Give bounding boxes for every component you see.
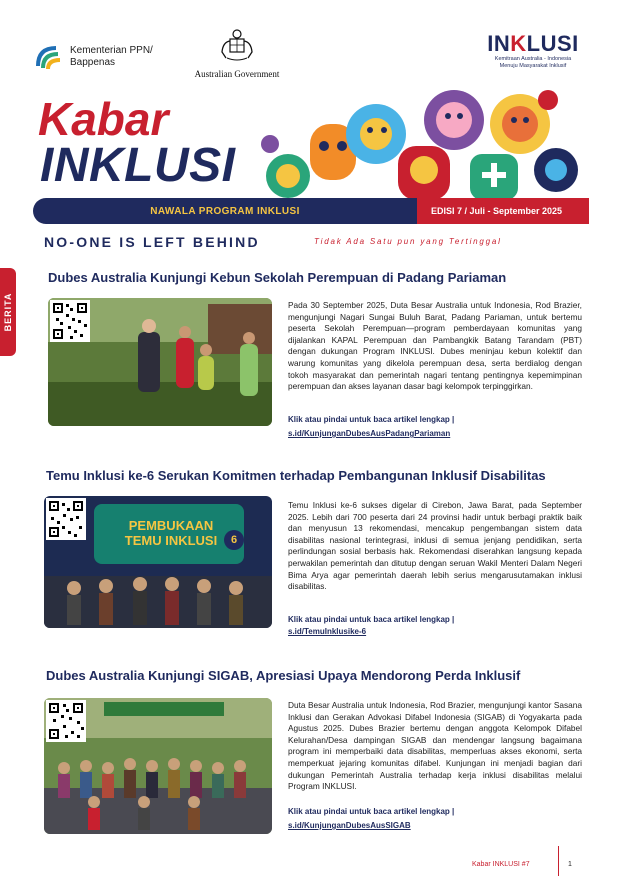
newsletter-subtitle: NAWALA PROGRAM INKLUSI	[33, 198, 417, 224]
inklusi-tagline-2: Menuju Masyarakat Inklusif	[499, 63, 567, 69]
motto-translation: Tidak Ada Satu pun yang Tertinggal	[314, 237, 502, 246]
event-banner-line1: PEMBUKAAN	[128, 518, 214, 533]
australian-government-logo	[190, 28, 284, 80]
article-3-body: Duta Besar Australia untuk Indonesia, Rod Brazier, mengunjungi kantor Sasana Inklusi dan Gerakan Advokasi Difabel Indonesia (SIGAB) di Yogyakarta pada Agustus 2025. Dubes Brazier bertemu dengan anggota Kelompok Difabel Kelurahan/Desa dampingan SIGAB dan mendengar langsung bagaimana program ini memperbaiki data disabilitas, memperluas akses ekonomi, serta memperkuat jejaring komunitas difabel. Kunjungan ini menjadi bagian dari dukungan Pemerintah Australia terhadap kerja inklusi disabilitas melalui Program INKLUSI.	[288, 700, 582, 792]
inklusi-logo-k: K	[510, 31, 527, 56]
article-3-qr-code[interactable]	[46, 700, 86, 742]
inklusi-logo	[484, 32, 582, 76]
article-2-link[interactable]: s.id/TemuInklusike-6	[288, 627, 367, 636]
article-2-photo	[44, 496, 272, 628]
article-1-body: Pada 30 September 2025, Duta Besar Australia untuk Indonesia, Rod Brazier, mengunjungi Nagari Sungai Buluh Barat, Padang Pariaman, untuk bertemu peserta Sekolah Perempuan—program pemberdayaan komunitas yang dijalankan KAPAL Perempuan dan Pambangkik Batang Tarandam (PBT) dengan dukungan Program INKLUSI. Dubes meninjau kebun kolektif dan warung komunitas yang dikelola perempuan desa, serta berdialog dengan tokoh masyarakat dan pemerintah nagari tentang pentingnya kepemimpinan perempuan dan akses layanan dasar bagi kelompok terpinggirkan.	[288, 300, 582, 392]
bappenas-line1: Kementerian PPN/	[70, 45, 153, 56]
article-1-link[interactable]: s.id/KunjunganDubesAusPadangPariaman	[288, 429, 451, 438]
article-2-qr-code[interactable]	[46, 498, 86, 540]
australian-government-text: Australian Government	[194, 69, 280, 79]
inklusi-logo-in: IN	[487, 31, 511, 56]
footer-issue-label: Kabar INKLUSI #7	[472, 861, 530, 868]
article-3-link-label: Klik atau pindai untuk baca artikel lengkap |	[288, 807, 455, 816]
event-banner-number: 6	[230, 534, 238, 546]
edition-label: EDISI 7 / Juli - September 2025	[417, 198, 589, 224]
qr-code-icon	[50, 300, 90, 342]
qr-code-icon	[46, 498, 86, 540]
article-2-link-row	[288, 614, 508, 638]
bappenas-line2: Bappenas	[70, 57, 116, 68]
masthead-inklusi: INKLUSI	[40, 139, 236, 192]
inklusi-logo-lusi: LUSI	[526, 31, 579, 56]
section-tab-label: BERITA	[3, 292, 13, 332]
article-3-headline[interactable]: Dubes Australia Kunjungi SIGAB, Apresiasi Upaya Mendorong Perda Inklusif	[46, 668, 521, 683]
qr-code-icon	[46, 700, 86, 742]
bappenas-logo	[34, 40, 184, 74]
article-1-link-label: Klik atau pindai untuk baca artikel lengkap |	[288, 415, 455, 424]
footer-divider	[558, 846, 559, 876]
inklusi-logo-word	[484, 32, 582, 56]
page-number: 1	[568, 861, 572, 868]
inklusi-tagline-1: Kemitraan Australia - Indonesia	[494, 56, 572, 62]
article-3-photo	[44, 698, 272, 834]
article-3-link[interactable]: s.id/KunjunganDubesAusSIGAB	[288, 821, 411, 830]
coat-of-arms-icon	[217, 28, 257, 62]
article-2-body: Temu Inklusi ke-6 sukses digelar di Cirebon, Jawa Barat, pada September 2025. Lebih dari 700 peserta dari 24 provinsi hadir untuk berbagi praktik baik dan menyusun 13 rekomendasi, mencakup pengembangan sistem data disabilitas nasional terintegrasi, inklusi di semua jenjang pendidikan, serta perlindungan sosial berbasis hak. Rekomendasi diserahkan langsung kepada perwakilan pemerintah dan ditutup dengan seruan Wakil Menteri Dalam Negeri Bima Arya agar pemerintah daerah lebih serius mengarusutamakan inklusi disabilitas.	[288, 500, 582, 592]
article-2-headline[interactable]: Temu Inklusi ke-6 Serukan Komitmen terhadap Pembangunan Inklusif Disabilitas	[46, 468, 546, 483]
illustration-faces-icon	[258, 84, 580, 202]
event-banner-line2: TEMU INKLUSI	[124, 533, 218, 548]
event-banner	[116, 518, 226, 548]
edition-bar	[33, 198, 589, 224]
article-2-link-label: Klik atau pindai untuk baca artikel lengkap |	[288, 615, 455, 624]
article-1-headline[interactable]: Dubes Australia Kunjungi Kebun Sekolah Perempuan di Padang Pariaman	[48, 270, 507, 285]
article-1-qr-code[interactable]	[50, 300, 90, 342]
bappenas-mark-icon	[34, 42, 64, 72]
motto: NO-ONE IS LEFT BEHIND	[44, 234, 260, 250]
masthead-kabar: Kabar	[38, 93, 169, 145]
section-tab-berita	[0, 268, 16, 356]
bappenas-name	[70, 45, 153, 69]
article-1-photo	[48, 298, 272, 426]
